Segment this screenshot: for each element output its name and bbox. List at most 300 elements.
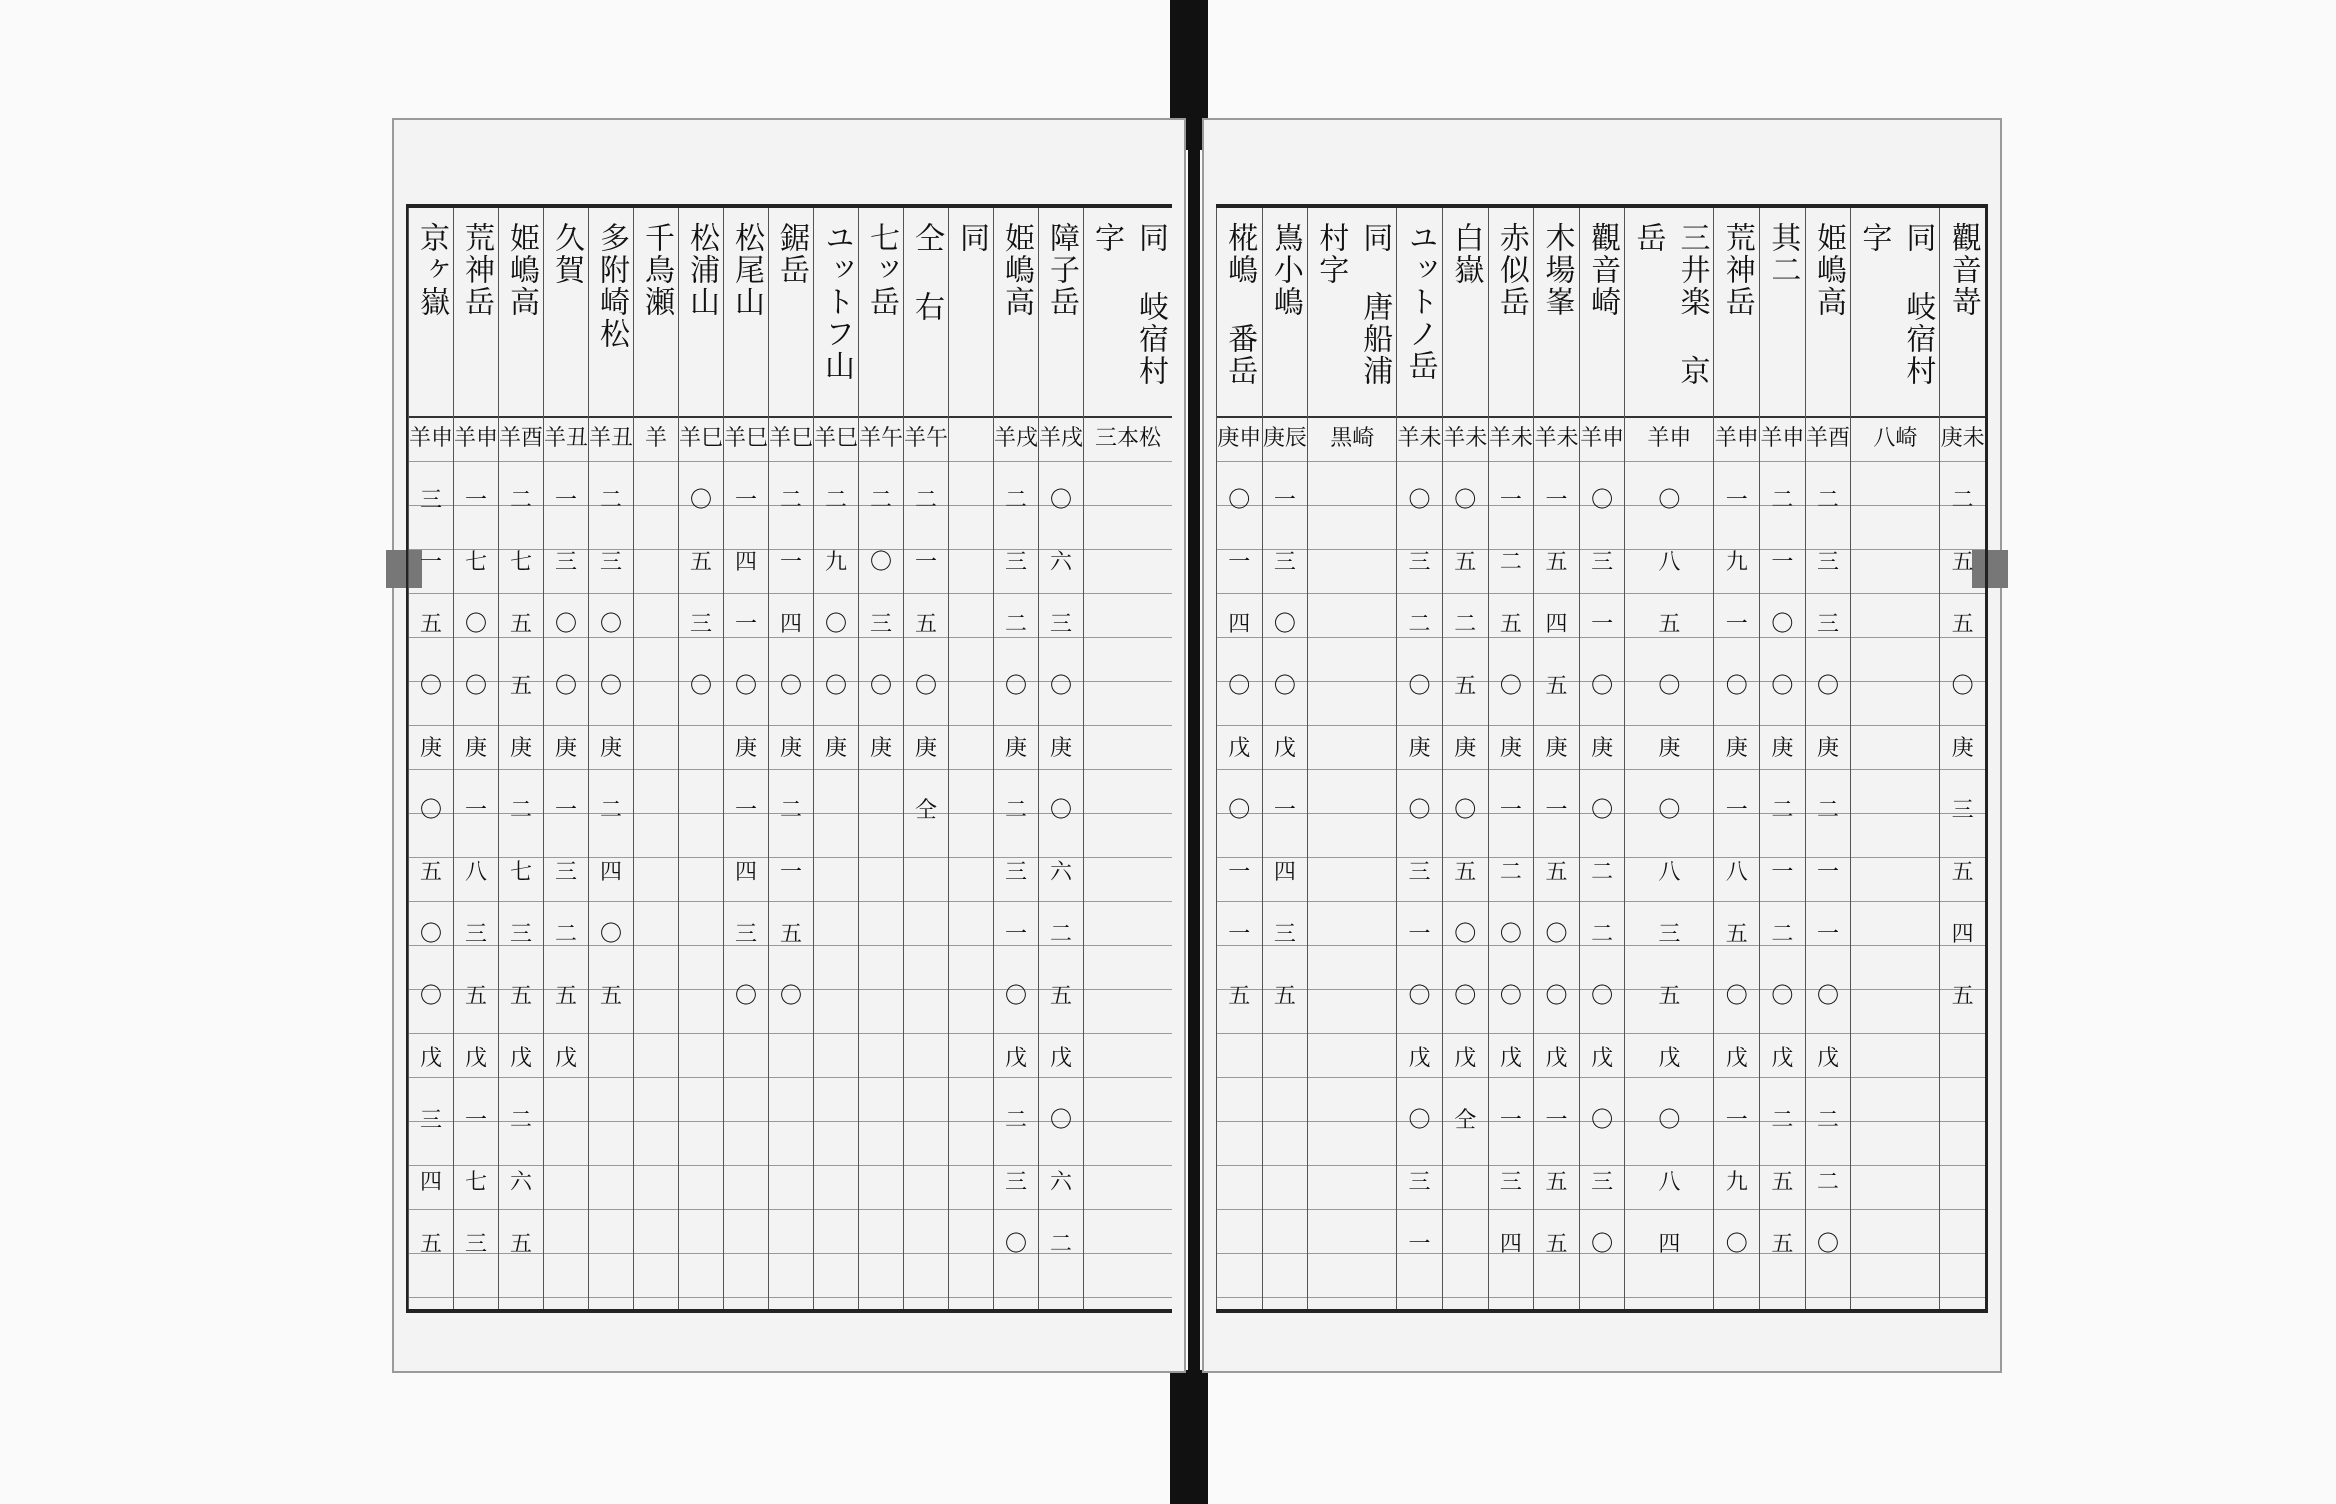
table-cell: 一: [779, 550, 802, 575]
table-cell: 〇: [1454, 984, 1477, 1009]
table-cell: 羊申: [409, 426, 454, 451]
column-body: [499, 418, 543, 1309]
table-column: [1579, 208, 1625, 1309]
table-cell: 五: [1658, 984, 1681, 1009]
column-heading: 松尾山: [724, 208, 768, 418]
table-cell: 一: [1228, 550, 1251, 575]
table-column: [1624, 208, 1713, 1309]
table-cell: 一: [1545, 798, 1568, 823]
table-cell: 〇: [419, 798, 442, 823]
table-cell: 一: [1408, 922, 1431, 947]
table-cell: 五: [1658, 612, 1681, 637]
column-heading: 鋸岳: [769, 208, 813, 418]
table-cell: 庚: [1725, 736, 1748, 761]
table-cell: 庚: [1771, 736, 1794, 761]
table-cell: 五: [599, 984, 622, 1009]
table-cell: 〇: [1725, 674, 1748, 699]
table-cell: 一: [779, 860, 802, 885]
table-column: [948, 208, 993, 1309]
column-body: [454, 418, 498, 1309]
table-cell: 戊: [554, 1046, 577, 1071]
table-column: [858, 208, 903, 1309]
table-cell: 戊: [1817, 1046, 1840, 1071]
table-cell: 三: [869, 612, 892, 637]
table-cell: 羊酉: [1806, 426, 1851, 451]
table-cell: 羊巳: [724, 426, 769, 451]
table-cell: 羊未: [1488, 426, 1533, 451]
table-cell: 羊: [644, 426, 667, 451]
table-cell: 羊申: [454, 426, 499, 451]
table-cell: 〇: [1049, 1108, 1072, 1133]
table-cell: 〇: [1591, 1232, 1614, 1257]
table-cell: 八: [1658, 550, 1681, 575]
table-cell: 〇: [1228, 488, 1251, 513]
table-cell: 戊: [419, 1046, 442, 1071]
table-cell: 四: [1658, 1232, 1681, 1257]
table-cell: 〇: [1454, 922, 1477, 947]
table-cell: 三: [554, 550, 577, 575]
table-cell: 一: [1499, 488, 1522, 513]
column-heading: 千鳥瀬: [634, 208, 678, 418]
table-cell: 〇: [1771, 984, 1794, 1009]
table-cell: 二: [1817, 1108, 1840, 1133]
column-heading: 仝 右: [904, 208, 948, 418]
table-cell: 〇: [1004, 674, 1027, 699]
table-cell: 庚: [1817, 736, 1840, 761]
table-cell: 五: [1771, 1232, 1794, 1257]
column-heading: 障子岳: [1039, 208, 1083, 418]
table-cell: 庚: [1049, 736, 1072, 761]
table-cell: 一: [1817, 922, 1840, 947]
table-cell: 庚申: [1217, 426, 1262, 451]
table-cell: 〇: [1004, 1232, 1027, 1257]
table-column: [588, 208, 633, 1309]
table-cell: 一: [734, 488, 757, 513]
table-cell: 戊: [464, 1046, 487, 1071]
table-cell: 四: [1228, 612, 1251, 637]
table-cell: 一: [1228, 922, 1251, 947]
table-cell: 庚: [1545, 736, 1568, 761]
column-body: [1940, 418, 1985, 1309]
table-cell: 五: [419, 860, 442, 885]
table-cell: 戊: [509, 1046, 532, 1071]
table-cell: 六: [509, 1170, 532, 1195]
table-cell: 二: [1951, 488, 1974, 513]
column-body: [1580, 418, 1625, 1309]
table-cell: 一: [1725, 798, 1748, 823]
table-cell: 四: [1499, 1232, 1522, 1257]
table-cell: 羊酉: [499, 426, 544, 451]
table-cell: 五: [1454, 550, 1477, 575]
table-cell: 羊巳: [769, 426, 814, 451]
table-cell: 〇: [1273, 674, 1296, 699]
table-cell: 戊: [1454, 1046, 1477, 1071]
table-cell: 〇: [1771, 674, 1794, 699]
table-cell: 羊巳: [679, 426, 724, 451]
table-cell: 戊: [1545, 1046, 1568, 1071]
table-cell: 一: [1771, 860, 1794, 885]
column-body: [1625, 418, 1713, 1309]
table-cell: 五: [1545, 1170, 1568, 1195]
table-cell: 四: [734, 550, 757, 575]
table-cell: 一: [464, 798, 487, 823]
table-cell: 〇: [1725, 1232, 1748, 1257]
table-cell: 九: [824, 550, 847, 575]
table-cell: 庚: [1591, 736, 1614, 761]
table-cell: 庚辰: [1262, 426, 1307, 451]
table-cell: 二: [509, 798, 532, 823]
table-cell: 庚: [1454, 736, 1477, 761]
column-heading: 白嶽: [1443, 208, 1488, 418]
table-cell: 庚: [599, 736, 622, 761]
table-cell: 〇: [1004, 984, 1027, 1009]
table-cell: 五: [1951, 612, 1974, 637]
table-cell: 七: [509, 860, 532, 885]
table-cell: 〇: [914, 674, 937, 699]
table-cell: 三: [1408, 860, 1431, 885]
table-cell: 〇: [1545, 984, 1568, 1009]
table-column: [453, 208, 498, 1309]
table-cell: 〇: [779, 984, 802, 1009]
table-column: [903, 208, 948, 1309]
table-cell: 〇: [1408, 674, 1431, 699]
table-cell: 四: [734, 860, 757, 885]
table-cell: 三: [1408, 1170, 1431, 1195]
table-cell: 〇: [464, 674, 487, 699]
table-column: [1713, 208, 1759, 1309]
column-body: [1489, 418, 1534, 1309]
table-cell: 庚: [1004, 736, 1027, 761]
table-cell: 二: [824, 488, 847, 513]
table-cell: 三: [1004, 860, 1027, 885]
table-cell: 戊: [1049, 1046, 1072, 1071]
table-cell: 三: [1049, 612, 1072, 637]
table-cell: 一: [1499, 798, 1522, 823]
table-cell: 〇: [734, 984, 757, 1009]
table-cell: 五: [1545, 550, 1568, 575]
left-page: [392, 118, 1186, 1373]
column-heading: 姫嶋高: [499, 208, 543, 418]
table-cell: 七: [464, 550, 487, 575]
table-cell: 〇: [599, 922, 622, 947]
table-cell: 〇: [1408, 488, 1431, 513]
table-cell: 一: [1545, 488, 1568, 513]
table-cell: 一: [554, 488, 577, 513]
column-body: [1806, 418, 1851, 1309]
table-cell: 三: [1951, 798, 1974, 823]
column-body: [589, 418, 633, 1309]
table-cell: 九: [1725, 550, 1748, 575]
table-cell: 庚: [869, 736, 892, 761]
table-cell: 五: [914, 612, 937, 637]
column-body: [1760, 418, 1805, 1309]
table-cell: 羊申: [1580, 426, 1625, 451]
table-cell: 〇: [1273, 612, 1296, 637]
table-cell: 戊: [1273, 736, 1296, 761]
table-cell: 一: [1545, 1108, 1568, 1133]
table-cell: 〇: [1817, 674, 1840, 699]
column-heading: 其二: [1760, 208, 1805, 418]
column-heading: 赤似岳: [1489, 208, 1534, 418]
left-table-frame: [406, 204, 1172, 1313]
table-cell: 一: [1725, 488, 1748, 513]
table-column: [408, 208, 453, 1309]
table-cell: 〇: [869, 674, 892, 699]
column-body: [1534, 418, 1579, 1309]
table-cell: 三: [1817, 550, 1840, 575]
table-cell: 三: [1273, 550, 1296, 575]
column-heading: 京ヶ嶽: [409, 208, 453, 418]
column-heading: 荒神岳: [454, 208, 498, 418]
table-cell: 〇: [419, 922, 442, 947]
table-cell: 羊巳: [814, 426, 859, 451]
table-cell: 五: [1951, 860, 1974, 885]
table-cell: 五: [779, 922, 802, 947]
table-cell: 二: [1591, 922, 1614, 947]
table-cell: 庚: [509, 736, 532, 761]
table-cell: 三: [419, 1108, 442, 1133]
table-cell: 五: [509, 1232, 532, 1257]
column-heading: 同 岐宿村字: [1851, 208, 1939, 418]
table-cell: 戊: [1771, 1046, 1794, 1071]
table-cell: 黒崎: [1330, 426, 1375, 451]
table-cell: 〇: [1545, 922, 1568, 947]
table-column: [723, 208, 768, 1309]
column-body: [409, 418, 453, 1309]
table-cell: 四: [1545, 612, 1568, 637]
column-body: [1217, 418, 1262, 1309]
column-heading: 同 岐宿村字: [1084, 208, 1172, 418]
table-cell: 一: [464, 488, 487, 513]
table-cell: 二: [779, 488, 802, 513]
table-cell: 二: [1454, 612, 1477, 637]
column-heading: 久賀: [544, 208, 588, 418]
table-cell: 一: [1817, 860, 1840, 885]
column-body: [1308, 418, 1396, 1309]
table-cell: 三: [464, 922, 487, 947]
column-body: [1397, 418, 1442, 1309]
column-heading: ユットノ岳: [1397, 208, 1442, 418]
table-cell: 三: [599, 550, 622, 575]
column-body: [859, 418, 903, 1309]
table-cell: 〇: [1591, 674, 1614, 699]
table-cell: 羊申: [1714, 426, 1759, 451]
table-cell: 一: [734, 798, 757, 823]
column-heading: 同: [949, 208, 993, 418]
table-column: [1442, 208, 1488, 1309]
table-column: [1759, 208, 1805, 1309]
table-cell: 一: [1273, 488, 1296, 513]
table-cell: 一: [734, 612, 757, 637]
table-cell: 〇: [1658, 488, 1681, 513]
table-column: [543, 208, 588, 1309]
column-heading: ユットフ山: [814, 208, 858, 418]
table-cell: 庚: [419, 736, 442, 761]
column-body: [1084, 418, 1172, 1309]
table-cell: 〇: [1817, 1232, 1840, 1257]
table-column: [1083, 208, 1172, 1309]
column-body: [724, 418, 768, 1309]
table-cell: 二: [914, 488, 937, 513]
table-cell: 一: [1771, 550, 1794, 575]
table-cell: 三本松: [1094, 426, 1161, 451]
column-heading: 松浦山: [679, 208, 723, 418]
table-column: [813, 208, 858, 1309]
column-body: [904, 418, 948, 1309]
table-cell: 五: [689, 550, 712, 575]
table-cell: 三: [509, 922, 532, 947]
table-cell: 庚未: [1940, 426, 1985, 451]
table-cell: 五: [1454, 674, 1477, 699]
table-cell: 羊午: [859, 426, 904, 451]
table-column: [993, 208, 1038, 1309]
column-body: [544, 418, 588, 1309]
table-cell: 二: [1817, 798, 1840, 823]
table-cell: 庚: [554, 736, 577, 761]
table-cell: 庚: [914, 736, 937, 761]
table-cell: 一: [1725, 1108, 1748, 1133]
table-cell: 〇: [554, 612, 577, 637]
table-column: [768, 208, 813, 1309]
table-column: [498, 208, 543, 1309]
table-cell: 六: [1049, 550, 1072, 575]
table-cell: 五: [1049, 984, 1072, 1009]
left-survey-table: [409, 208, 1172, 1309]
table-cell: 一: [914, 550, 937, 575]
table-cell: 羊戌: [994, 426, 1039, 451]
table-cell: 羊未: [1443, 426, 1488, 451]
table-cell: 〇: [779, 674, 802, 699]
table-cell: 〇: [1591, 1108, 1614, 1133]
table-cell: 二: [1408, 612, 1431, 637]
table-cell: 二: [1499, 550, 1522, 575]
table-cell: 五: [1499, 612, 1522, 637]
table-cell: 〇: [1408, 1108, 1431, 1133]
table-cell: 五: [419, 1232, 442, 1257]
table-cell: 二: [509, 1108, 532, 1133]
table-cell: 一: [1499, 1108, 1522, 1133]
column-heading: 木場峯: [1534, 208, 1579, 418]
table-cell: 戊: [1004, 1046, 1027, 1071]
column-body: [1851, 418, 1939, 1309]
table-cell: 九: [1725, 1170, 1748, 1195]
table-cell: 五: [1454, 860, 1477, 885]
table-cell: 五: [1951, 984, 1974, 1009]
table-cell: 〇: [689, 488, 712, 513]
table-cell: 〇: [419, 984, 442, 1009]
column-heading: 三井楽 京岳: [1625, 208, 1713, 418]
table-cell: 八: [1658, 860, 1681, 885]
table-cell: 五: [554, 984, 577, 1009]
table-cell: 二: [1004, 612, 1027, 637]
table-cell: 羊丑: [589, 426, 634, 451]
column-body: [679, 418, 723, 1309]
table-column: [1939, 208, 1985, 1309]
table-cell: 〇: [599, 674, 622, 699]
table-cell: 二: [779, 798, 802, 823]
table-cell: 三: [734, 922, 757, 947]
table-cell: 五: [464, 984, 487, 1009]
column-heading: 七ッ岳: [859, 208, 903, 418]
table-cell: 羊丑: [544, 426, 589, 451]
table-cell: 〇: [1454, 488, 1477, 513]
table-cell: 二: [599, 798, 622, 823]
right-page: [1202, 118, 2002, 1373]
table-cell: 〇: [554, 674, 577, 699]
table-cell: 〇: [419, 674, 442, 699]
table-cell: 羊未: [1534, 426, 1579, 451]
column-heading: 姫嶋高: [1806, 208, 1851, 418]
table-cell: 二: [1049, 1232, 1072, 1257]
table-cell: 〇: [1771, 612, 1794, 637]
column-body: [1039, 418, 1083, 1309]
table-cell: 四: [1951, 922, 1974, 947]
column-heading: 姫嶋高: [994, 208, 1038, 418]
table-cell: 二: [1771, 488, 1794, 513]
table-column: [1262, 208, 1308, 1309]
table-cell: 庚: [779, 736, 802, 761]
table-cell: 四: [779, 612, 802, 637]
table-cell: 一: [419, 550, 442, 575]
table-cell: 五: [509, 984, 532, 1009]
table-cell: 一: [1228, 860, 1251, 885]
table-cell: 二: [869, 488, 892, 513]
table-cell: 五: [1771, 1170, 1794, 1195]
table-cell: 〇: [599, 612, 622, 637]
table-cell: 〇: [689, 674, 712, 699]
table-column: [1805, 208, 1851, 1309]
table-cell: 〇: [1228, 674, 1251, 699]
table-cell: 四: [1273, 860, 1296, 885]
table-cell: 三: [1408, 550, 1431, 575]
table-cell: 〇: [1049, 798, 1072, 823]
table-cell: 〇: [1499, 674, 1522, 699]
table-cell: 四: [599, 860, 622, 885]
table-cell: 〇: [1658, 798, 1681, 823]
table-cell: 二: [554, 922, 577, 947]
table-cell: 〇: [464, 612, 487, 637]
table-cell: 戊: [1228, 736, 1251, 761]
column-heading: 多附崎松: [589, 208, 633, 418]
table-cell: 庚: [1499, 736, 1522, 761]
table-column: [1038, 208, 1083, 1309]
table-cell: 三: [1591, 550, 1614, 575]
table-cell: 一: [1004, 922, 1027, 947]
table-cell: 三: [1817, 612, 1840, 637]
table-cell: 羊戌: [1039, 426, 1084, 451]
table-cell: 〇: [1591, 798, 1614, 823]
table-cell: 〇: [1049, 488, 1072, 513]
table-cell: 〇: [1951, 674, 1974, 699]
table-cell: 三: [689, 612, 712, 637]
column-body: [1263, 418, 1308, 1309]
table-cell: 三: [1591, 1170, 1614, 1195]
table-cell: 二: [1049, 922, 1072, 947]
table-cell: 〇: [1454, 798, 1477, 823]
table-cell: 庚: [824, 736, 847, 761]
table-cell: 戊: [1499, 1046, 1522, 1071]
column-heading: 同 唐船浦村字: [1308, 208, 1396, 418]
table-cell: 五: [1545, 1232, 1568, 1257]
table-cell: 一: [1725, 612, 1748, 637]
table-cell: 〇: [1499, 984, 1522, 1009]
table-cell: 羊申: [1647, 426, 1692, 451]
table-cell: 五: [1273, 984, 1296, 1009]
column-heading: 嶌小嶋: [1263, 208, 1308, 418]
table-cell: 八: [1658, 1170, 1681, 1195]
table-cell: 五: [509, 674, 532, 699]
table-cell: 戊: [1658, 1046, 1681, 1071]
